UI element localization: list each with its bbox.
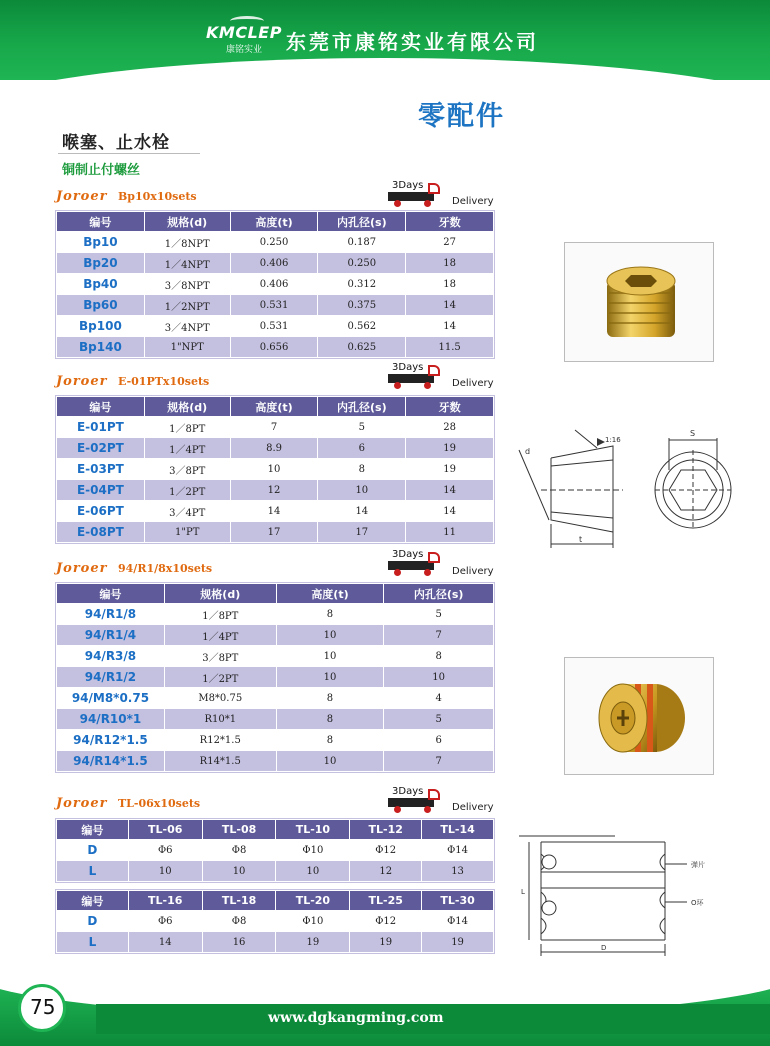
table-cell: 0.187: [318, 232, 406, 253]
part-code-cell: D: [57, 911, 129, 932]
table-cell: Φ12: [350, 911, 422, 932]
table-cell: 8: [276, 604, 384, 625]
delivery-label: Delivery: [452, 566, 494, 577]
column-header: TL-30: [422, 891, 494, 911]
column-header: 高度(t): [230, 397, 318, 417]
table-cell: 10: [276, 751, 384, 772]
table-cell: Φ8: [202, 840, 276, 861]
table-cell: Φ12: [350, 840, 422, 861]
column-header: TL-10: [276, 820, 350, 840]
column-header: 牙数: [406, 397, 494, 417]
table-cell: 10: [384, 667, 494, 688]
part-code-cell: 94/R12*1.5: [57, 730, 165, 751]
series-name: Bp10x10sets: [118, 190, 197, 203]
technical-drawing-plug: [505, 420, 745, 555]
product-photo-hex-plug: [564, 242, 714, 362]
table-cell: 14: [128, 932, 202, 953]
table-cell: R14*1.5: [164, 751, 276, 772]
column-header: 内孔径(s): [318, 397, 406, 417]
table-cell: R12*1.5: [164, 730, 276, 751]
part-code-cell: E-06PT: [57, 501, 145, 522]
column-header: TL-12: [350, 820, 422, 840]
table-cell: 7: [384, 625, 494, 646]
table-cell: 27: [406, 232, 494, 253]
column-header: 规格(d): [144, 212, 230, 232]
table-cell: 14: [318, 501, 406, 522]
table-cell: 10: [276, 861, 350, 882]
table-header-row: [57, 584, 494, 604]
table-cell: M8*0.75: [164, 688, 276, 709]
part-code-cell: E-03PT: [57, 459, 145, 480]
spec-table-bp: [56, 211, 494, 358]
product-photo-oring-plug: [564, 657, 714, 775]
column-header: 编号: [57, 397, 145, 417]
drawing-taper: 1:16: [605, 436, 621, 444]
brand-logo: Joroer: [56, 561, 108, 576]
part-code-cell: 94/R14*1.5: [57, 751, 165, 772]
table-cell: 7: [384, 751, 494, 772]
drawing-oring-label: O环: [691, 899, 704, 907]
category-subtitle: 铜制止付螺丝: [62, 163, 141, 178]
spec-table-r: [56, 583, 494, 772]
column-header: 编号: [57, 584, 165, 604]
table-cell: 12: [350, 861, 422, 882]
table-cell: 19: [350, 932, 422, 953]
table-cell: 18: [406, 274, 494, 295]
table-cell: Φ10: [276, 840, 350, 861]
column-header: 内孔径(s): [384, 584, 494, 604]
table-cell: 0.375: [318, 295, 406, 316]
table-row: [57, 316, 494, 337]
truck-icon: [388, 180, 444, 208]
part-code-cell: 94/M8*0.75: [57, 688, 165, 709]
part-code-cell: 94/R10*1: [57, 709, 165, 730]
table-cell: 8: [318, 459, 406, 480]
part-code-cell: 94/R3/8: [57, 646, 165, 667]
logo-subtext: 康铭实业: [226, 45, 263, 55]
table-cell: 3／4NPT: [144, 316, 230, 337]
table-cell: 14: [406, 295, 494, 316]
table-cell: 1／8PT: [144, 417, 230, 438]
column-header: 牙数: [406, 212, 494, 232]
spec-table-e: [56, 396, 494, 543]
table-cell: 7: [230, 417, 318, 438]
website-url: www.dgkangming.com: [268, 1010, 444, 1026]
table-cell: 5: [318, 417, 406, 438]
column-header: 编号: [57, 212, 145, 232]
column-header: TL-18: [202, 891, 276, 911]
table-cell: 18: [406, 253, 494, 274]
table-row: [57, 751, 494, 772]
delivery-days: 3Days: [392, 786, 424, 797]
table-cell: 8.9: [230, 438, 318, 459]
delivery-days: 3Days: [392, 362, 424, 373]
truck-icon: [388, 786, 444, 814]
table-header-row: [57, 397, 494, 417]
table-row: [57, 501, 494, 522]
column-header: 编号: [57, 820, 129, 840]
part-code-cell: 94/R1/8: [57, 604, 165, 625]
table-cell: 1／4PT: [164, 625, 276, 646]
table-cell: Φ10: [276, 911, 350, 932]
table-row: [57, 459, 494, 480]
table-cell: 10: [230, 459, 318, 480]
column-header: 规格(d): [144, 397, 230, 417]
logo-text: KMCLEP: [206, 23, 282, 42]
table-header-row: [57, 891, 494, 911]
table-cell: 1／4NPT: [144, 253, 230, 274]
table-cell: 19: [406, 438, 494, 459]
table-row: [57, 709, 494, 730]
table-cell: 8: [276, 709, 384, 730]
table-header-row: [57, 820, 494, 840]
table-header-row: [57, 212, 494, 232]
table-cell: 0.406: [230, 274, 318, 295]
table-row: [57, 604, 494, 625]
delivery-label: Delivery: [452, 378, 494, 389]
table-cell: R10*1: [164, 709, 276, 730]
table-cell: Φ6: [128, 840, 202, 861]
column-header: 高度(t): [230, 212, 318, 232]
table-cell: 0.531: [230, 295, 318, 316]
table-cell: 14: [406, 480, 494, 501]
table-row: [57, 861, 494, 882]
table-cell: 1／8PT: [164, 604, 276, 625]
table-cell: 8: [384, 646, 494, 667]
part-code-cell: Bp10: [57, 232, 145, 253]
table-cell: 19: [422, 932, 494, 953]
table-cell: 0.250: [230, 232, 318, 253]
part-code-cell: E-08PT: [57, 522, 145, 543]
table-cell: 1／2NPT: [144, 295, 230, 316]
table-cell: 5: [384, 709, 494, 730]
column-header: 规格(d): [164, 584, 276, 604]
table-row: [57, 253, 494, 274]
table-cell: 11: [406, 522, 494, 543]
drawing-d-label: D: [601, 944, 607, 952]
table-cell: 0.562: [318, 316, 406, 337]
part-code-cell: L: [57, 861, 129, 882]
table-row: [57, 480, 494, 501]
table-row: [57, 438, 494, 459]
column-header: TL-20: [276, 891, 350, 911]
table-cell: 0.312: [318, 274, 406, 295]
table-cell: 17: [230, 522, 318, 543]
brand-logo: Joroer: [56, 374, 108, 389]
table-cell: Φ14: [422, 911, 494, 932]
table-row: [57, 295, 494, 316]
table-cell: 3／8PT: [144, 459, 230, 480]
table-cell: 4: [384, 688, 494, 709]
technical-drawing-oring: [515, 832, 745, 962]
table-cell: 1／2PT: [164, 667, 276, 688]
part-code-cell: 94/R1/2: [57, 667, 165, 688]
drawing-d-label: d: [525, 447, 531, 456]
drawing-spring-label: 弹片: [691, 861, 705, 869]
table-cell: 6: [318, 438, 406, 459]
table-row: [57, 667, 494, 688]
table-cell: 0.406: [230, 253, 318, 274]
delivery-label: Delivery: [452, 802, 494, 813]
table-cell: 14: [230, 501, 318, 522]
table-row: [57, 932, 494, 953]
table-cell: 3／4PT: [144, 501, 230, 522]
table-row: [57, 232, 494, 253]
table-cell: 13: [422, 861, 494, 882]
table-cell: 10: [128, 861, 202, 882]
truck-icon: [388, 549, 444, 577]
series-name: E-01PTx10sets: [118, 375, 210, 388]
table-cell: 10: [276, 646, 384, 667]
drawing-l-label: L: [521, 888, 525, 896]
table-cell: 10: [276, 625, 384, 646]
part-code-cell: Bp140: [57, 337, 145, 358]
table-row: [57, 730, 494, 751]
company-logo: [206, 20, 280, 56]
column-header: TL-25: [350, 891, 422, 911]
table-cell: 11.5: [406, 337, 494, 358]
part-code-cell: D: [57, 840, 129, 861]
table-cell: 1／4PT: [144, 438, 230, 459]
column-header: TL-08: [202, 820, 276, 840]
drawing-s-label: S: [690, 429, 696, 438]
table-cell: Φ8: [202, 911, 276, 932]
part-code-cell: E-04PT: [57, 480, 145, 501]
table-row: [57, 688, 494, 709]
part-code-cell: 94/R1/4: [57, 625, 165, 646]
table-cell: Φ6: [128, 911, 202, 932]
table-cell: 0.625: [318, 337, 406, 358]
delivery-label: Delivery: [452, 196, 494, 207]
table-cell: 3／8PT: [164, 646, 276, 667]
drawing-t-label: t: [579, 535, 583, 544]
table-cell: 8: [276, 688, 384, 709]
column-header: TL-06: [128, 820, 202, 840]
table-cell: 1"PT: [144, 522, 230, 543]
column-header: TL-14: [422, 820, 494, 840]
table-cell: 16: [202, 932, 276, 953]
column-header: 编号: [57, 891, 129, 911]
table-cell: 10: [202, 861, 276, 882]
table-row: [57, 417, 494, 438]
table-cell: 0.531: [230, 316, 318, 337]
table-cell: 19: [276, 932, 350, 953]
table-cell: 0.656: [230, 337, 318, 358]
spec-table-tl-2: [56, 890, 494, 953]
table-cell: 1"NPT: [144, 337, 230, 358]
table-row: [57, 625, 494, 646]
brand-logo: Joroer: [56, 189, 108, 204]
section-title: 零配件: [418, 101, 505, 132]
part-code-cell: Bp20: [57, 253, 145, 274]
table-cell: 3／8NPT: [144, 274, 230, 295]
table-cell: 28: [406, 417, 494, 438]
company-name: 东莞市康铭实业有限公司: [286, 30, 539, 54]
table-cell: 1／2PT: [144, 480, 230, 501]
table-row: [57, 646, 494, 667]
part-code-cell: Bp100: [57, 316, 145, 337]
column-header: 高度(t): [276, 584, 384, 604]
part-code-cell: L: [57, 932, 129, 953]
table-row: [57, 840, 494, 861]
category-title: 喉塞、止水栓: [62, 133, 170, 153]
table-cell: 14: [406, 501, 494, 522]
series-name: 94/R1/8x10sets: [118, 562, 213, 575]
table-cell: 17: [318, 522, 406, 543]
table-cell: 6: [384, 730, 494, 751]
spec-table-tl-1: [56, 819, 494, 882]
category-underline: [58, 153, 200, 154]
table-row: [57, 911, 494, 932]
table-row: [57, 337, 494, 358]
brand-logo: Joroer: [56, 796, 108, 811]
series-name: TL-06x10sets: [118, 797, 201, 810]
table-row: [57, 522, 494, 543]
table-cell: 14: [406, 316, 494, 337]
column-header: TL-16: [128, 891, 202, 911]
table-cell: 5: [384, 604, 494, 625]
table-cell: 1／8NPT: [144, 232, 230, 253]
table-cell: Φ14: [422, 840, 494, 861]
table-cell: 8: [276, 730, 384, 751]
table-cell: 10: [318, 480, 406, 501]
table-row: [57, 274, 494, 295]
part-code-cell: E-01PT: [57, 417, 145, 438]
table-cell: 19: [406, 459, 494, 480]
delivery-days: 3Days: [392, 180, 424, 191]
part-code-cell: E-02PT: [57, 438, 145, 459]
table-cell: 12: [230, 480, 318, 501]
delivery-days: 3Days: [392, 549, 424, 560]
truck-icon: [388, 362, 444, 390]
page-number: 75: [30, 995, 56, 1019]
part-code-cell: Bp40: [57, 274, 145, 295]
table-cell: 10: [276, 667, 384, 688]
table-cell: 0.250: [318, 253, 406, 274]
column-header: 内孔径(s): [318, 212, 406, 232]
part-code-cell: Bp60: [57, 295, 145, 316]
